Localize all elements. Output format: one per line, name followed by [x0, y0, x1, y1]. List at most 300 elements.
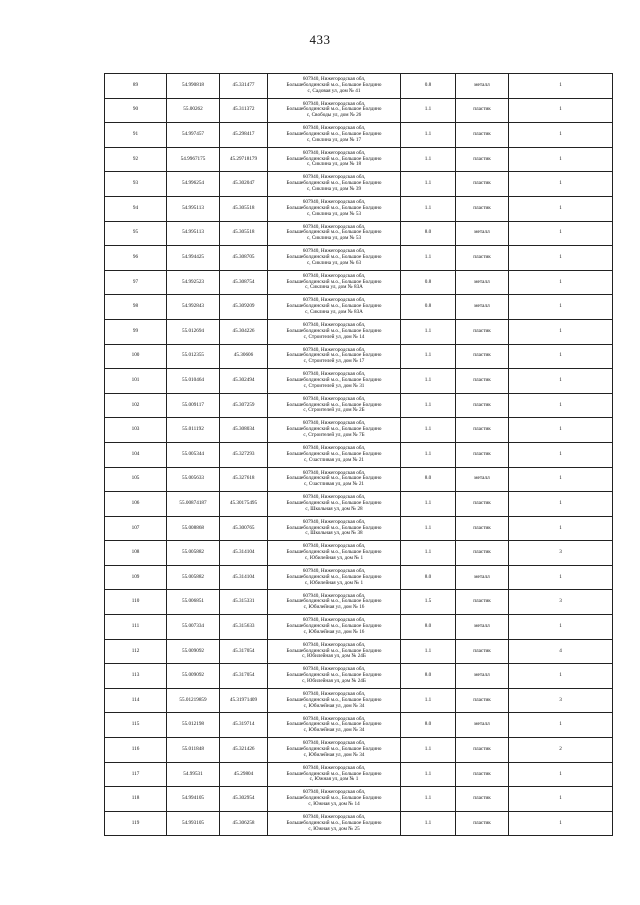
latitude-cell: 54.99531 — [167, 762, 220, 787]
longitude-cell: 45.311372 — [220, 98, 268, 123]
quantity-cell: 1 — [509, 295, 613, 320]
address-line: с, Юбилейная ул, дом № 34 — [303, 751, 365, 758]
address-line: Большеболдинский м.о., Большое Болдино — [286, 598, 382, 605]
table-row — [105, 590, 613, 615]
quantity-cell: 1 — [509, 467, 613, 492]
address-cell — [268, 541, 401, 566]
address-line: Большеболдинский м.о., Большое Болдино — [286, 450, 382, 457]
latitude-cell: 55.012694 — [167, 319, 220, 344]
longitude-cell: 45.302954 — [220, 787, 268, 812]
material-cell: металл — [456, 295, 509, 320]
row-number-cell: 114 — [105, 688, 167, 713]
row-number-cell: 106 — [105, 492, 167, 517]
address-cell — [268, 319, 401, 344]
volume-cell: 1.1 — [401, 319, 456, 344]
volume-cell: 1.1 — [401, 762, 456, 787]
address-line: 607940, Нижегородская обл, — [302, 322, 366, 329]
row-number-cell: 113 — [105, 664, 167, 689]
address-cell — [268, 344, 401, 369]
material-cell: пластик — [456, 516, 509, 541]
address-line: с, Юбилейная ул, дом № 16 — [303, 628, 365, 635]
volume-cell: 1.1 — [401, 811, 456, 836]
material-cell: пластик — [456, 738, 509, 763]
address-line: 607940, Нижегородская обл, — [302, 76, 366, 83]
row-number-cell: 97 — [105, 270, 167, 295]
address-line: 607940, Нижегородская обл, — [302, 469, 366, 476]
longitude-cell: 45.300765 — [220, 516, 268, 541]
address-line: с, Сиклина ул, дом № 53 — [306, 210, 362, 217]
quantity-cell: 1 — [509, 147, 613, 172]
address-cell — [268, 713, 401, 738]
address-cell — [268, 147, 401, 172]
latitude-cell: 55.005344 — [167, 442, 220, 467]
material-cell: пластик — [456, 442, 509, 467]
table-row — [105, 196, 613, 221]
row-number-cell: 117 — [105, 762, 167, 787]
table-row — [105, 369, 613, 394]
address-line: с, Юбилейная ул, дом № 16 — [303, 604, 365, 611]
material-cell: металл — [456, 270, 509, 295]
longitude-cell: 45.29804 — [220, 762, 268, 787]
material-cell: пластик — [456, 590, 509, 615]
quantity-cell: 1 — [509, 393, 613, 418]
address-cell — [268, 98, 401, 123]
material-cell: пластик — [456, 418, 509, 443]
volume-cell: 1.1 — [401, 172, 456, 197]
address-line: 607940, Нижегородская обл, — [302, 272, 366, 279]
address-line: с, Южная ул, дом № 1 — [309, 776, 359, 783]
material-cell: металл — [456, 565, 509, 590]
material-cell: пластик — [456, 123, 509, 148]
address-cell — [268, 369, 401, 394]
address-line: 607940, Нижегородская обл, — [302, 690, 366, 697]
volume-cell: 1.1 — [401, 516, 456, 541]
material-cell: пластик — [456, 811, 509, 836]
address-line: 607940, Нижегородская обл, — [302, 445, 366, 451]
quantity-cell: 1 — [509, 74, 613, 99]
table-row — [105, 393, 613, 418]
volume-cell: 1.1 — [401, 787, 456, 812]
address-line: Большеболдинский м.о., Большое Болдино — [286, 770, 382, 777]
material-cell: пластик — [456, 688, 509, 713]
latitude-cell: 55.010464 — [167, 369, 220, 394]
address-cell — [268, 787, 401, 812]
address-cell — [268, 762, 401, 787]
row-number-cell: 96 — [105, 246, 167, 271]
volume-cell: 1.1 — [401, 492, 456, 517]
address-line: 607940, Нижегородская обл, — [302, 297, 366, 304]
row-number-cell: 90 — [105, 98, 167, 123]
address-line: 607940, Нижегородская обл, — [302, 371, 366, 378]
table-row — [105, 688, 613, 713]
address-line: Большеболдинский м.о., Большое Болдино — [286, 622, 382, 629]
address-line: 607940, Нижегородская обл, — [302, 100, 366, 107]
address-line: 607940, Нижегородская обл, — [302, 617, 366, 624]
latitude-cell: 55.011192 — [167, 418, 220, 443]
address-cell — [268, 467, 401, 492]
table-row — [105, 541, 613, 566]
volume-cell: 0.8 — [401, 74, 456, 99]
material-cell: пластик — [456, 147, 509, 172]
longitude-cell: 45.31971409 — [220, 688, 268, 713]
latitude-cell: 55.009092 — [167, 639, 220, 664]
row-number-cell: 119 — [105, 811, 167, 836]
material-cell: пластик — [456, 196, 509, 221]
row-number-cell: 100 — [105, 344, 167, 369]
longitude-cell: 45.309209 — [220, 295, 268, 320]
material-cell: металл — [456, 664, 509, 689]
row-number-cell: 116 — [105, 738, 167, 763]
table-row — [105, 762, 613, 787]
address-cell — [268, 492, 401, 517]
address-line: Большеболдинский м.о., Большое Болдино — [286, 573, 382, 580]
address-line: Большеболдинский м.о., Большое Болдино — [286, 303, 382, 310]
address-line: 607940, Нижегородская обл, — [302, 764, 366, 771]
longitude-cell: 45.315633 — [220, 615, 268, 640]
address-line: с, Юбилейная ул, дом № 24Б — [302, 653, 366, 660]
quantity-cell: 1 — [509, 565, 613, 590]
latitude-cell: 55.00874187 — [167, 492, 220, 517]
volume-cell: 0.8 — [401, 295, 456, 320]
address-cell — [268, 615, 401, 640]
longitude-cell: 45.327618 — [220, 467, 268, 492]
address-line: с, Сиклина ул, дом № 53 — [306, 235, 362, 242]
volume-cell: 8.0 — [401, 615, 456, 640]
address-line: 607940, Нижегородская обл, — [302, 789, 366, 796]
latitude-cell: 55.005882 — [167, 541, 220, 566]
quantity-cell: 4 — [509, 639, 613, 664]
longitude-cell: 45.314104 — [220, 541, 268, 566]
table-row — [105, 147, 613, 172]
address-line: 607940, Нижегородская обл, — [302, 346, 366, 353]
address-line: с, Юбилейная ул, дом № 34 — [303, 727, 365, 734]
table-row — [105, 615, 613, 640]
material-cell: пластик — [456, 319, 509, 344]
address-cell — [268, 295, 401, 320]
address-line: Большеболдинский м.о., Большое Болдино — [286, 180, 382, 187]
material-cell: пластик — [456, 762, 509, 787]
address-line: с, Сиклина ул, дом № 17 — [306, 136, 362, 143]
address-line: Большеболдинский м.о., Большое Болдино — [286, 721, 382, 728]
address-line: с, Сиклина ул, дом № 83А — [305, 309, 363, 316]
latitude-cell: 54.995113 — [167, 221, 220, 246]
address-line: Большеболдинский м.о., Большое Болдино — [286, 745, 382, 752]
address-cell — [268, 196, 401, 221]
address-line: Большеболдинский м.о., Большое Болдино — [286, 795, 382, 802]
volume-cell: 1.1 — [401, 393, 456, 418]
volume-cell: 1.1 — [401, 738, 456, 763]
table-row — [105, 295, 613, 320]
address-line: с, Южная ул, дом № 14 — [308, 800, 360, 807]
longitude-cell: 45.315331 — [220, 590, 268, 615]
latitude-cell: 54.992523 — [167, 270, 220, 295]
quantity-cell: 1 — [509, 713, 613, 738]
latitude-cell: 55.012198 — [167, 713, 220, 738]
address-line: Большеболдинский м.о., Большое Болдино — [286, 327, 382, 334]
longitude-cell: 45.306258 — [220, 811, 268, 836]
latitude-cell: 54.994425 — [167, 246, 220, 271]
address-line: с, Юбилейная ул, дом № 1 — [304, 579, 364, 586]
volume-cell: 1.1 — [401, 442, 456, 467]
material-cell: пластик — [456, 639, 509, 664]
address-line: Большеболдинский м.о., Большое Болдино — [286, 81, 382, 88]
latitude-cell: 55.007334 — [167, 615, 220, 640]
volume-cell: 1.1 — [401, 418, 456, 443]
longitude-cell: 45.302047 — [220, 172, 268, 197]
table-row — [105, 74, 613, 99]
address-line: Большеболдинский м.о., Большое Болдино — [286, 401, 382, 408]
address-line: Большеболдинский м.о., Большое Болдино — [286, 696, 382, 703]
address-line: с, Счастливая ул, дом № 21 — [303, 456, 365, 463]
latitude-cell: 54.993105 — [167, 811, 220, 836]
quantity-cell: 1 — [509, 196, 613, 221]
table-row — [105, 221, 613, 246]
row-number-cell: 110 — [105, 590, 167, 615]
address-cell — [268, 74, 401, 99]
container-sites-table — [104, 73, 613, 836]
address-line: с, Юбилейная ул, дом № 24Б — [302, 677, 366, 684]
row-number-cell: 102 — [105, 393, 167, 418]
address-line: 607940, Нижегородская обл, — [302, 813, 366, 820]
address-cell — [268, 688, 401, 713]
address-line: Большеболдинский м.о., Большое Болдино — [286, 499, 382, 506]
address-line: 607940, Нижегородская обл, — [302, 715, 366, 722]
quantity-cell: 1 — [509, 664, 613, 689]
table-row — [105, 418, 613, 443]
row-number-cell: 99 — [105, 319, 167, 344]
address-line: 607940, Нижегородская обл, — [302, 740, 366, 747]
volume-cell: 1.1 — [401, 344, 456, 369]
row-number-cell: 108 — [105, 541, 167, 566]
row-number-cell: 107 — [105, 516, 167, 541]
quantity-cell: 1 — [509, 516, 613, 541]
address-line: 607940, Нижегородская обл, — [302, 543, 366, 550]
table-row — [105, 442, 613, 467]
address-cell — [268, 221, 401, 246]
material-cell: металл — [456, 74, 509, 99]
volume-cell: 1.1 — [401, 147, 456, 172]
row-number-cell: 93 — [105, 172, 167, 197]
address-line: 607940, Нижегородская обл, — [302, 666, 366, 673]
address-line: Большеболдинский м.о., Большое Болдино — [286, 524, 382, 531]
table-row — [105, 516, 613, 541]
address-line: с, Сиклина ул, дом № 83А — [305, 284, 363, 291]
address-line: 607940, Нижегородская обл, — [302, 395, 366, 402]
table-row — [105, 172, 613, 197]
latitude-cell: 54.996254 — [167, 172, 220, 197]
latitude-cell: 55.005882 — [167, 565, 220, 590]
latitude-cell: 55.008868 — [167, 516, 220, 541]
longitude-cell: 45.304226 — [220, 319, 268, 344]
quantity-cell: 1 — [509, 762, 613, 787]
address-line: Большеболдинский м.о., Большое Болдино — [286, 155, 382, 162]
address-line: 607940, Нижегородская обл, — [302, 248, 366, 255]
address-line: с, Строителей ул, дом № 7Б — [303, 432, 365, 438]
address-cell — [268, 565, 401, 590]
address-cell — [268, 172, 401, 197]
address-line: 607940, Нижегородская обл, — [302, 125, 366, 132]
row-number-cell: 104 — [105, 442, 167, 467]
quantity-cell: 1 — [509, 319, 613, 344]
address-cell — [268, 246, 401, 271]
latitude-cell: 55.009117 — [167, 393, 220, 418]
table-row — [105, 344, 613, 369]
address-line: Большеболдинский м.о., Большое Болдино — [286, 475, 382, 482]
latitude-cell: 55.012355 — [167, 344, 220, 369]
row-number-cell: 101 — [105, 369, 167, 394]
address-line: с, Южная ул, дом № 25 — [308, 825, 360, 832]
address-cell — [268, 664, 401, 689]
address-line: с, Строителей ул, дом № 31 — [303, 382, 365, 389]
address-line: с, Строителей ул, дом № 2Б — [303, 407, 365, 414]
latitude-cell: 54.990818 — [167, 74, 220, 99]
address-cell — [268, 418, 401, 443]
address-line: с, Строителей ул, дом № 14 — [303, 333, 365, 340]
address-cell — [268, 639, 401, 664]
address-cell — [268, 590, 401, 615]
material-cell: пластик — [456, 787, 509, 812]
row-number-cell: 111 — [105, 615, 167, 640]
longitude-cell: 45.327293 — [220, 442, 268, 467]
address-line: Большеболдинский м.о., Большое Болдино — [286, 278, 382, 285]
address-line: с, Сиклина ул, дом № 39 — [306, 186, 362, 193]
volume-cell: 8.0 — [401, 565, 456, 590]
volume-cell: 1.1 — [401, 688, 456, 713]
page-number: 433 — [309, 32, 331, 47]
address-line: Большеболдинский м.о., Большое Болдино — [286, 204, 382, 211]
material-cell: металл — [456, 221, 509, 246]
table-body — [105, 74, 613, 836]
row-number-cell: 103 — [105, 418, 167, 443]
volume-cell: 1.1 — [401, 246, 456, 271]
table-row — [105, 738, 613, 763]
row-number-cell: 118 — [105, 787, 167, 812]
quantity-cell: 1 — [509, 270, 613, 295]
quantity-cell: 1 — [509, 344, 613, 369]
material-cell: металл — [456, 467, 509, 492]
volume-cell: 1.1 — [401, 369, 456, 394]
longitude-cell: 45.29718179 — [220, 147, 268, 172]
longitude-cell: 45.308705 — [220, 246, 268, 271]
quantity-cell: 3 — [509, 590, 613, 615]
address-line: с, Счастливая ул, дом № 21 — [303, 481, 365, 488]
address-line: Большеболдинский м.о., Большое Болдино — [286, 819, 382, 826]
address-line: 607940, Нижегородская обл, — [302, 641, 366, 648]
address-line: с, Сиклина ул, дом № 63 — [306, 259, 362, 266]
quantity-cell: 1 — [509, 98, 613, 123]
address-cell — [268, 738, 401, 763]
longitude-cell: 45.30175495 — [220, 492, 268, 517]
row-number-cell: 91 — [105, 123, 167, 148]
longitude-cell: 45.314104 — [220, 565, 268, 590]
material-cell: пластик — [456, 344, 509, 369]
quantity-cell: 1 — [509, 246, 613, 271]
row-number-cell: 94 — [105, 196, 167, 221]
material-cell: пластик — [456, 172, 509, 197]
address-line: с, Юбилейная ул, дом № 1 — [304, 554, 364, 561]
volume-cell: 8.0 — [401, 221, 456, 246]
address-line: Большеболдинский м.о., Большое Болдино — [286, 106, 382, 113]
material-cell: металл — [456, 713, 509, 738]
table-row — [105, 246, 613, 271]
address-line: 607940, Нижегородская обл, — [302, 420, 366, 427]
volume-cell: 1.1 — [401, 98, 456, 123]
address-line: 607940, Нижегородская обл, — [302, 518, 366, 525]
address-line: с, Садовая ул, дом № 41 — [307, 87, 361, 94]
longitude-cell: 45.305518 — [220, 221, 268, 246]
longitude-cell: 45.319714 — [220, 713, 268, 738]
latitude-cell: 54.992843 — [167, 295, 220, 320]
address-line: с, Юбилейная ул, дом № 34 — [303, 702, 365, 709]
table-row — [105, 811, 613, 836]
address-line: 607940, Нижегородская обл, — [302, 494, 366, 501]
address-line: Большеболдинский м.о., Большое Болдино — [286, 352, 382, 359]
volume-cell: 1.1 — [401, 541, 456, 566]
longitude-cell: 45.331477 — [220, 74, 268, 99]
material-cell: пластик — [456, 246, 509, 271]
quantity-cell: 3 — [509, 541, 613, 566]
address-line: 607940, Нижегородская обл, — [302, 223, 366, 230]
volume-cell: 1.1 — [401, 196, 456, 221]
material-cell: пластик — [456, 393, 509, 418]
address-line: Большеболдинский м.о., Большое Болдино — [286, 229, 382, 236]
longitude-cell: 45.302494 — [220, 369, 268, 394]
row-number-cell: 115 — [105, 713, 167, 738]
row-number-cell: 109 — [105, 565, 167, 590]
volume-cell: 0.8 — [401, 270, 456, 295]
row-number-cell: 95 — [105, 221, 167, 246]
table-row — [105, 565, 613, 590]
longitude-cell: 45.298417 — [220, 123, 268, 148]
row-number-cell: 98 — [105, 295, 167, 320]
longitude-cell: 45.307259 — [220, 393, 268, 418]
longitude-cell: 45.30606 — [220, 344, 268, 369]
material-cell: пластик — [456, 369, 509, 394]
address-line: Большеболдинский м.о., Большое Болдино — [286, 549, 382, 556]
row-number-cell: 105 — [105, 467, 167, 492]
address-line: 607940, Нижегородская обл, — [302, 567, 366, 574]
address-cell — [268, 442, 401, 467]
latitude-cell: 54.994105 — [167, 787, 220, 812]
address-cell — [268, 393, 401, 418]
latitude-cell: 55.009092 — [167, 664, 220, 689]
address-line: с, Школьная ул, дом № 28 — [305, 505, 363, 512]
address-line: с, Свободы ул, дом № 26 — [306, 112, 362, 119]
address-line: Большеболдинский м.о., Большое Болдино — [286, 377, 382, 384]
volume-cell: 8.0 — [401, 467, 456, 492]
longitude-cell: 45.305518 — [220, 196, 268, 221]
latitude-cell: 55.011848 — [167, 738, 220, 763]
volume-cell: 8.0 — [401, 664, 456, 689]
address-cell — [268, 270, 401, 295]
latitude-cell: 55.01219859 — [167, 688, 220, 713]
table-row — [105, 270, 613, 295]
address-cell — [268, 123, 401, 148]
latitude-cell: 54.995113 — [167, 196, 220, 221]
latitude-cell: 54.9967175 — [167, 147, 220, 172]
address-line: 607940, Нижегородская обл, — [302, 592, 366, 599]
address-line: 607940, Нижегородская обл, — [302, 174, 366, 181]
address-line: с, Строителей ул, дом № 17 — [303, 358, 365, 365]
address-line: Большеболдинский м.о., Большое Болдино — [286, 672, 382, 679]
material-cell: металл — [456, 615, 509, 640]
table-row — [105, 98, 613, 123]
table-row — [105, 467, 613, 492]
longitude-cell: 45.317054 — [220, 639, 268, 664]
address-cell — [268, 516, 401, 541]
table-row — [105, 787, 613, 812]
quantity-cell: 1 — [509, 221, 613, 246]
